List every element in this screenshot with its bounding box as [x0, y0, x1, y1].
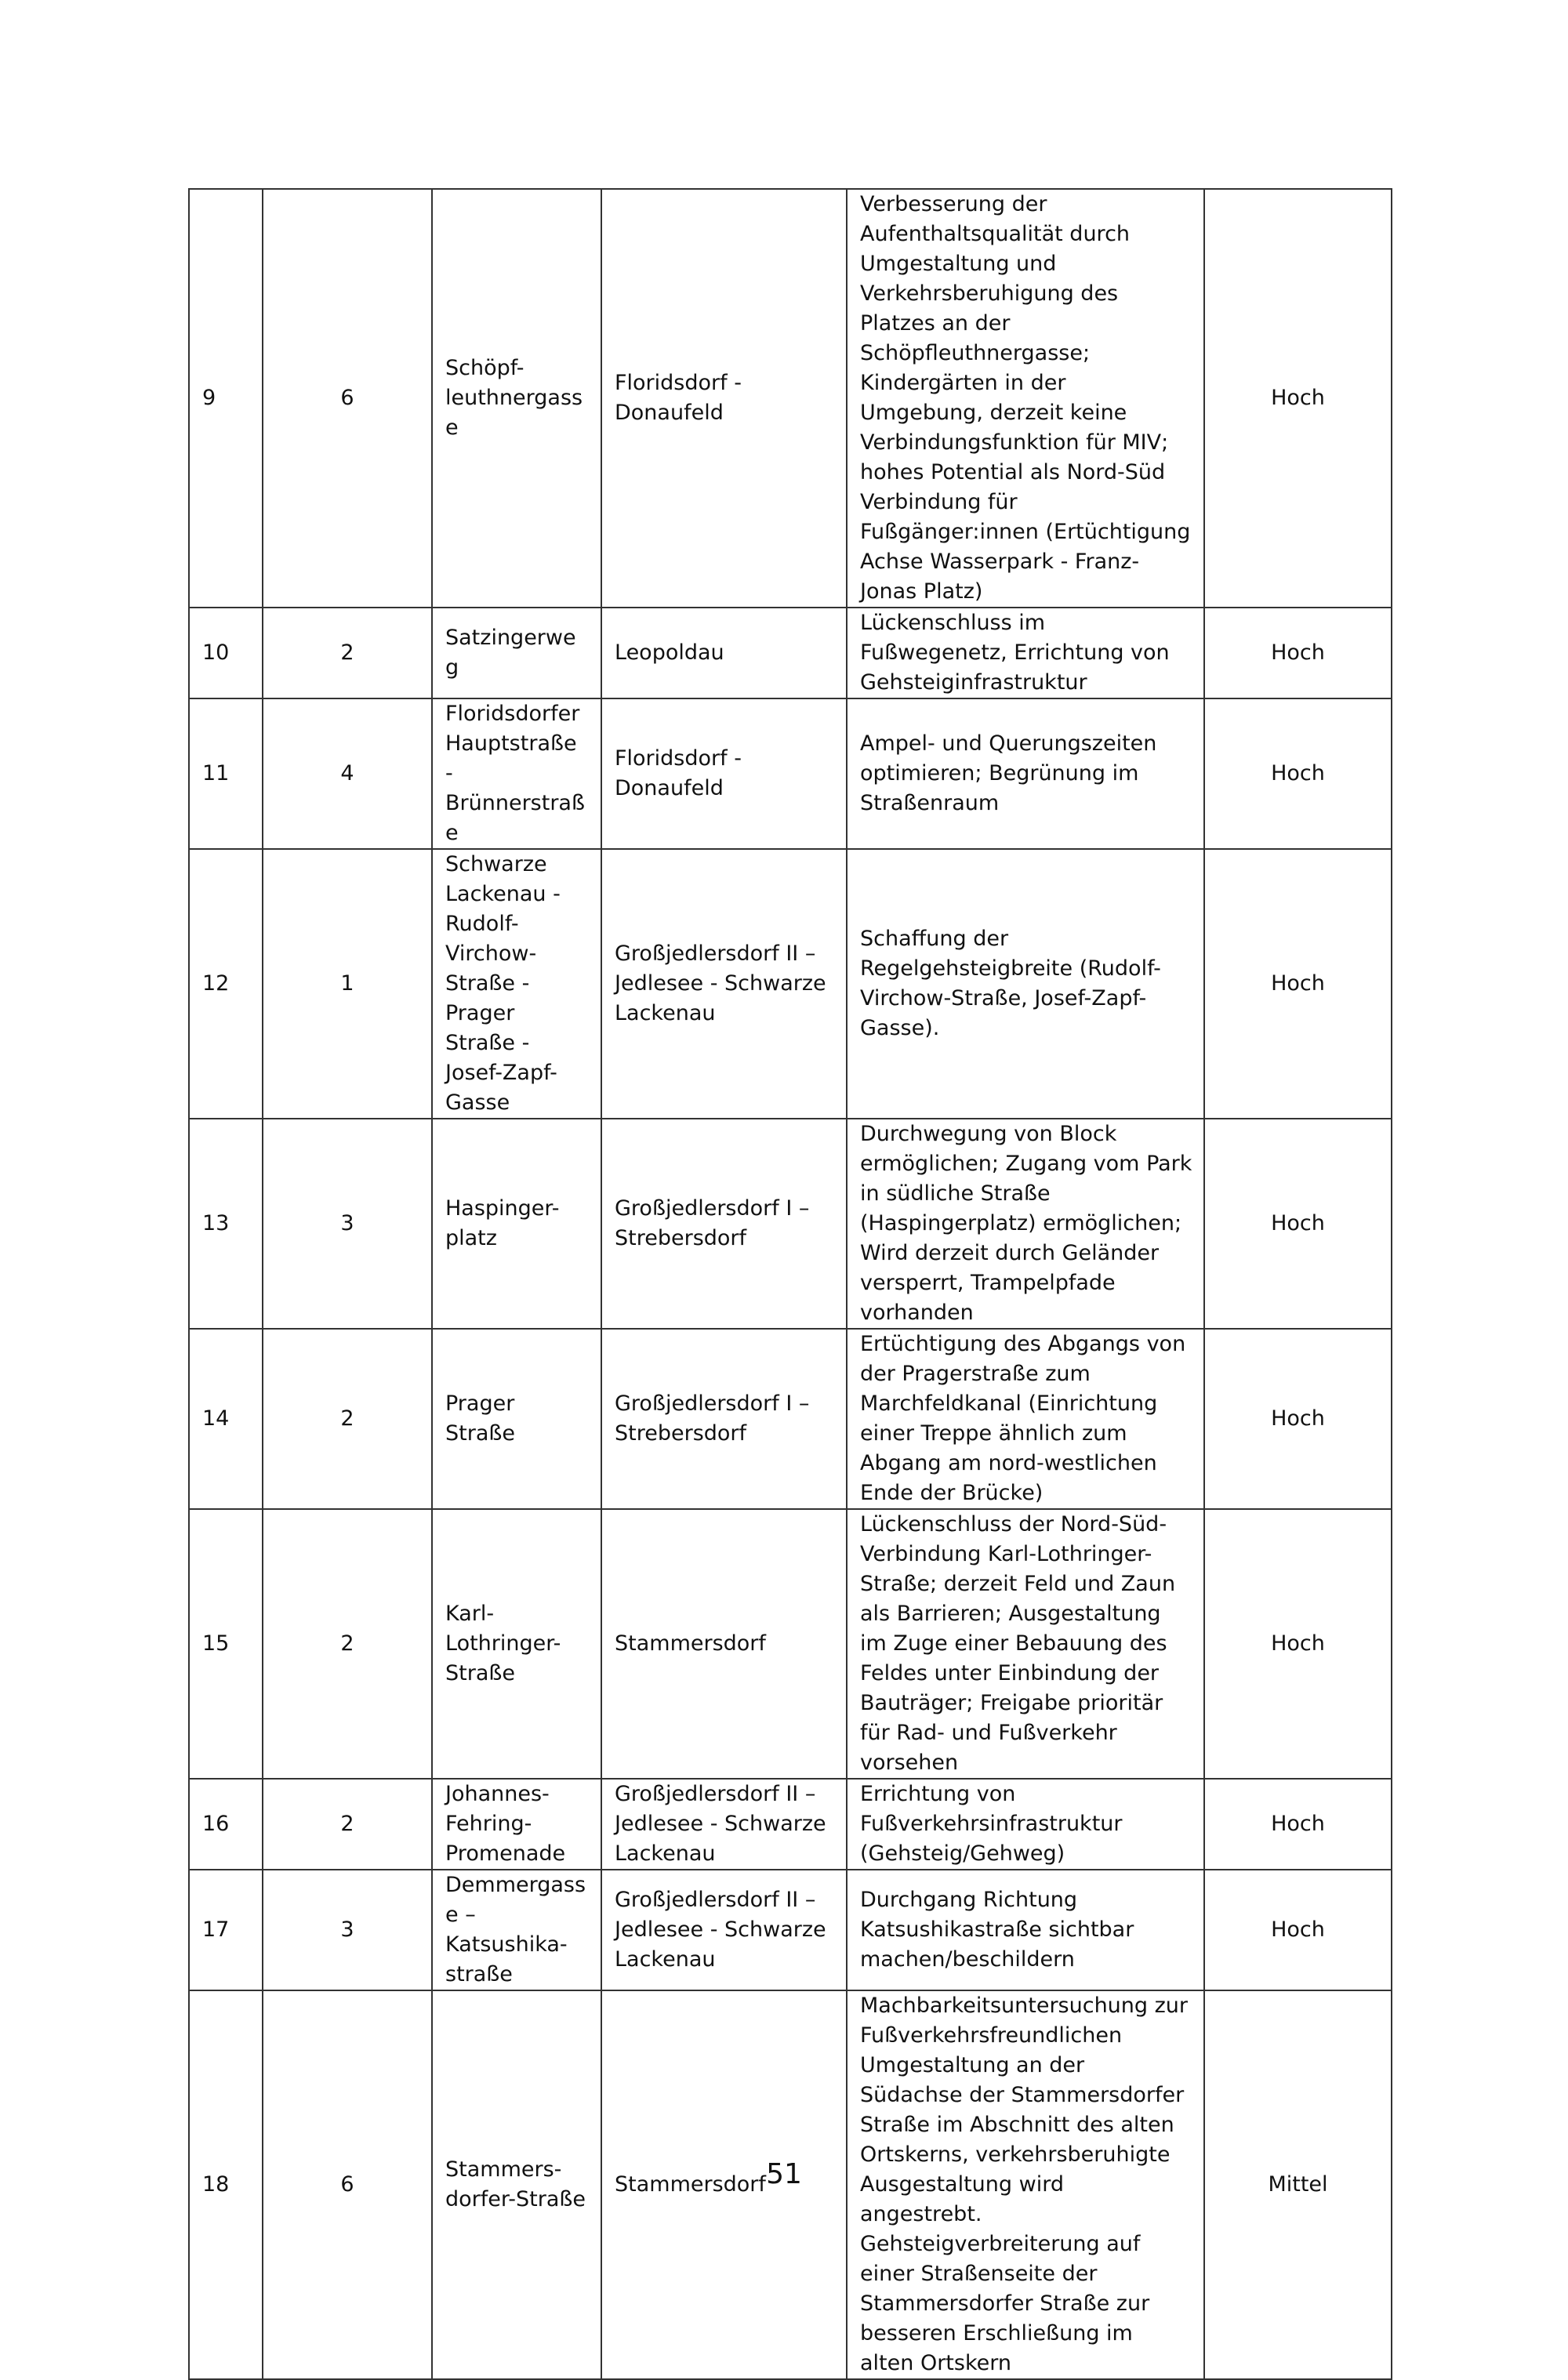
table-row — [189, 1119, 1392, 1329]
cell-district: Großjedlersdorf II – Jedlesee - Schwarze Lackenau — [601, 1870, 847, 1990]
cell-number: 9 — [189, 189, 263, 608]
cell-number: 18 — [189, 1990, 263, 2379]
cell-number: 15 — [189, 1509, 263, 1779]
cell-district: Floridsdorf - Donaufeld — [601, 189, 847, 608]
cell-district: Stammersdorf — [601, 1990, 847, 2379]
cell-measure: Ampel- und Querungszeiten optimieren; Begrünung im Straßenraum — [847, 698, 1204, 849]
table-row — [189, 849, 1392, 1119]
cell-location: Stammers-dorfer-Straße — [432, 1990, 601, 2379]
cell-district: Floridsdorf - Donaufeld — [601, 698, 847, 849]
cell-measure: Lückenschluss der Nord-Süd-Verbindung Karl-Lothringer-Straße; derzeit Feld und Zaun als Barrieren; Ausgestaltung im Zuge einer Bebauung des Feldes unter Einbindung der Bauträger; Freigabe prioritär für Rad- und Fußverkehr vorsehen — [847, 1509, 1204, 1779]
cell-priority: Hoch — [1204, 849, 1392, 1119]
cell-measure: Schaffung der Regelgehsteigbreite (Rudolf-Virchow-Straße, Josef-Zapf-Gasse). — [847, 849, 1204, 1119]
cell-priority: Hoch — [1204, 608, 1392, 698]
cell-category: 1 — [263, 849, 432, 1119]
table-row — [189, 1779, 1392, 1870]
cell-priority: Mittel — [1204, 1990, 1392, 2379]
cell-number: 13 — [189, 1119, 263, 1329]
cell-measure: Verbesserung der Aufenthaltsqualität durch Umgestaltung und Verkehrsberuhigung des Platzes an der Schöpfleuthnergasse; Kindergärten in der Umgebung, derzeit keine Verbindungsfunktion für MIV; hohes Potential als Nord-Süd Verbindung für Fußgänger:innen (Ertüchtigung Achse Wasserpark - Franz-Jonas Platz) — [847, 189, 1204, 608]
cell-location: Prager Straße — [432, 1329, 601, 1509]
cell-priority: Hoch — [1204, 698, 1392, 849]
table-row — [189, 189, 1392, 608]
cell-category: 2 — [263, 1329, 432, 1509]
table-row — [189, 1509, 1392, 1779]
cell-district: Stammersdorf — [601, 1509, 847, 1779]
cell-location: Satzingerweg — [432, 608, 601, 698]
cell-location: Demmergasse – Katsushika-straße — [432, 1870, 601, 1990]
cell-district: Großjedlersdorf I – Strebersdorf — [601, 1119, 847, 1329]
cell-number: 11 — [189, 698, 263, 849]
cell-measure: Errichtung von Fußverkehrsinfrastruktur (Gehsteig/Gehweg) — [847, 1779, 1204, 1870]
cell-category: 2 — [263, 1779, 432, 1870]
cell-number: 14 — [189, 1329, 263, 1509]
cell-category: 3 — [263, 1870, 432, 1990]
cell-category: 6 — [263, 189, 432, 608]
table-row — [189, 1870, 1392, 1990]
cell-priority: Hoch — [1204, 1329, 1392, 1509]
cell-number: 10 — [189, 608, 263, 698]
cell-category: 3 — [263, 1119, 432, 1329]
cell-priority: Hoch — [1204, 1870, 1392, 1990]
cell-district: Großjedlersdorf I – Strebersdorf — [601, 1329, 847, 1509]
cell-measure: Durchgang Richtung Katsushikastraße sichtbar machen/beschildern — [847, 1870, 1204, 1990]
cell-measure: Machbarkeitsuntersuchung zur Fußverkehrsfreundlichen Umgestaltung an der Südachse der Stammersdorfer Straße im Abschnitt des alten Ortskerns, verkehrsberuhigte Ausgestaltung wird angestrebt. Gehsteigverbreiterung auf einer Straßenseite der Stammersdorfer Straße zur besseren Erschließung im alten Ortskern — [847, 1990, 1204, 2379]
cell-category: 4 — [263, 698, 432, 849]
table-row — [189, 608, 1392, 698]
page-number: 51 — [766, 2158, 802, 2190]
cell-priority: Hoch — [1204, 1779, 1392, 1870]
cell-measure: Durchwegung von Block ermöglichen; Zugang vom Park in südliche Straße (Haspingerplatz) ermöglichen; Wird derzeit durch Geländer versperrt, Trampelpfade vorhanden — [847, 1119, 1204, 1329]
cell-measure: Ertüchtigung des Abgangs von der Pragerstraße zum Marchfeldkanal (Einrichtung einer Treppe ähnlich zum Abgang am nord-westlichen Ende der Brücke) — [847, 1329, 1204, 1509]
cell-location: Schwarze Lackenau - Rudolf-Virchow-Straße - Prager Straße - Josef-Zapf-Gasse — [432, 849, 601, 1119]
cell-priority: Hoch — [1204, 1119, 1392, 1329]
cell-district: Großjedlersdorf II – Jedlesee - Schwarze Lackenau — [601, 849, 847, 1119]
cell-location: Schöpf-leuthnergasse — [432, 189, 601, 608]
cell-location: Floridsdorfer Hauptstraße - Brünnerstraße — [432, 698, 601, 849]
cell-location: Johannes-Fehring-Promenade — [432, 1779, 601, 1870]
cell-category: 2 — [263, 608, 432, 698]
measures-table — [188, 188, 1392, 2380]
cell-category: 6 — [263, 1990, 432, 2379]
cell-category: 2 — [263, 1509, 432, 1779]
cell-number: 12 — [189, 849, 263, 1119]
cell-priority: Hoch — [1204, 189, 1392, 608]
table-row — [189, 1329, 1392, 1509]
cell-number: 17 — [189, 1870, 263, 1990]
cell-district: Großjedlersdorf II – Jedlesee - Schwarze Lackenau — [601, 1779, 847, 1870]
cell-district: Leopoldau — [601, 608, 847, 698]
table-row — [189, 698, 1392, 849]
cell-location: Karl-Lothringer-Straße — [432, 1509, 601, 1779]
cell-location: Haspinger-platz — [432, 1119, 601, 1329]
cell-priority: Hoch — [1204, 1509, 1392, 1779]
cell-number: 16 — [189, 1779, 263, 1870]
cell-measure: Lückenschluss im Fußwegenetz, Errichtung von Gehsteiginfrastruktur — [847, 608, 1204, 698]
